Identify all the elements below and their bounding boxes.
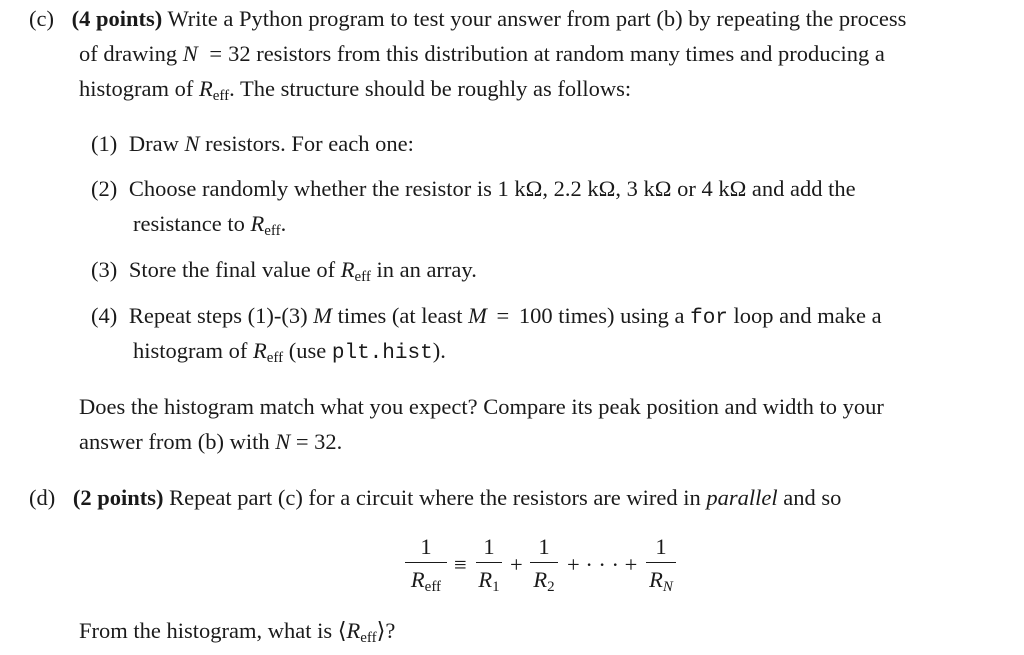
fraction-bar bbox=[476, 562, 502, 563]
parallel-emphasis: parallel bbox=[706, 485, 778, 510]
step-2: (2) Choose randomly whether the resistor is 1 kΩ, 2.2 kΩ, 3 kΩ or 4 kΩ and add the bbox=[91, 176, 856, 201]
fraction-bar bbox=[646, 562, 676, 563]
step-number: (2) bbox=[91, 176, 118, 201]
part-c-points: (4 points) bbox=[71, 6, 163, 31]
equiv-sign: ≡ bbox=[454, 552, 467, 577]
step-4: (4) Repeat steps (1)-(3) M times (at least M = 100 times) using a for loop and make a bbox=[91, 303, 882, 330]
part-d-question: From the histogram, what is $⟨R_{eff}⟩$? bbox=[79, 618, 396, 646]
fraction-1-over-rn: 1 $R_N$ bbox=[646, 534, 676, 594]
part-c-label: (c) bbox=[29, 6, 54, 31]
part-d-line-1: (d) (2 points) Repeat part (c) for a circuit where the resistors are wired in parallel and so bbox=[29, 485, 842, 510]
fraction-1-over-r1: 1 $R_1$ bbox=[476, 534, 502, 594]
step-1: (1) Draw N resistors. For each one: bbox=[91, 131, 414, 156]
part-c-line-1 bbox=[29, 6, 906, 32]
fraction-1-over-r2: 1 $R_2$ bbox=[530, 534, 558, 594]
step-number: (4) bbox=[91, 303, 118, 328]
code-for: for bbox=[690, 307, 728, 330]
fraction-bar bbox=[530, 562, 558, 563]
part-c-line-2: of drawing N = 32 resistors from this distribution at random many times and producing a bbox=[79, 41, 885, 66]
plus-ellipsis: + · · · + bbox=[567, 552, 638, 577]
code-plt-hist: plt.hist bbox=[331, 342, 433, 365]
part-c-question-line-2: answer from (b) with N = 32. bbox=[79, 429, 343, 454]
part-d-label: (d) bbox=[29, 485, 56, 510]
fraction-1-over-reff: 1 $R_{eff}$ bbox=[405, 534, 447, 594]
step-number: (1) bbox=[91, 131, 118, 156]
part-c-question-line-1: Does the histogram match what you expect? Compare its peak position and width to your bbox=[79, 394, 884, 419]
step-2-line-2: resistance to $R_{eff}$. bbox=[133, 211, 287, 239]
step-4-line-2: histogram of $R_{eff}$ (use plt.hist). bbox=[133, 338, 446, 366]
step-number: (3) bbox=[91, 257, 118, 282]
part-d-points: (2 points) bbox=[72, 485, 164, 510]
fraction-bar bbox=[405, 562, 447, 563]
part-c-intro-1: Write a Python program to test your answer from part (b) by repeating the process bbox=[167, 6, 907, 31]
step-3: (3) Store the final value of $R_{eff}$ in an array. bbox=[91, 257, 477, 285]
plus-sign: + bbox=[510, 552, 523, 577]
part-c-line-3: histogram of $R_{eff}$. The structure should be roughly as follows: bbox=[79, 76, 632, 104]
